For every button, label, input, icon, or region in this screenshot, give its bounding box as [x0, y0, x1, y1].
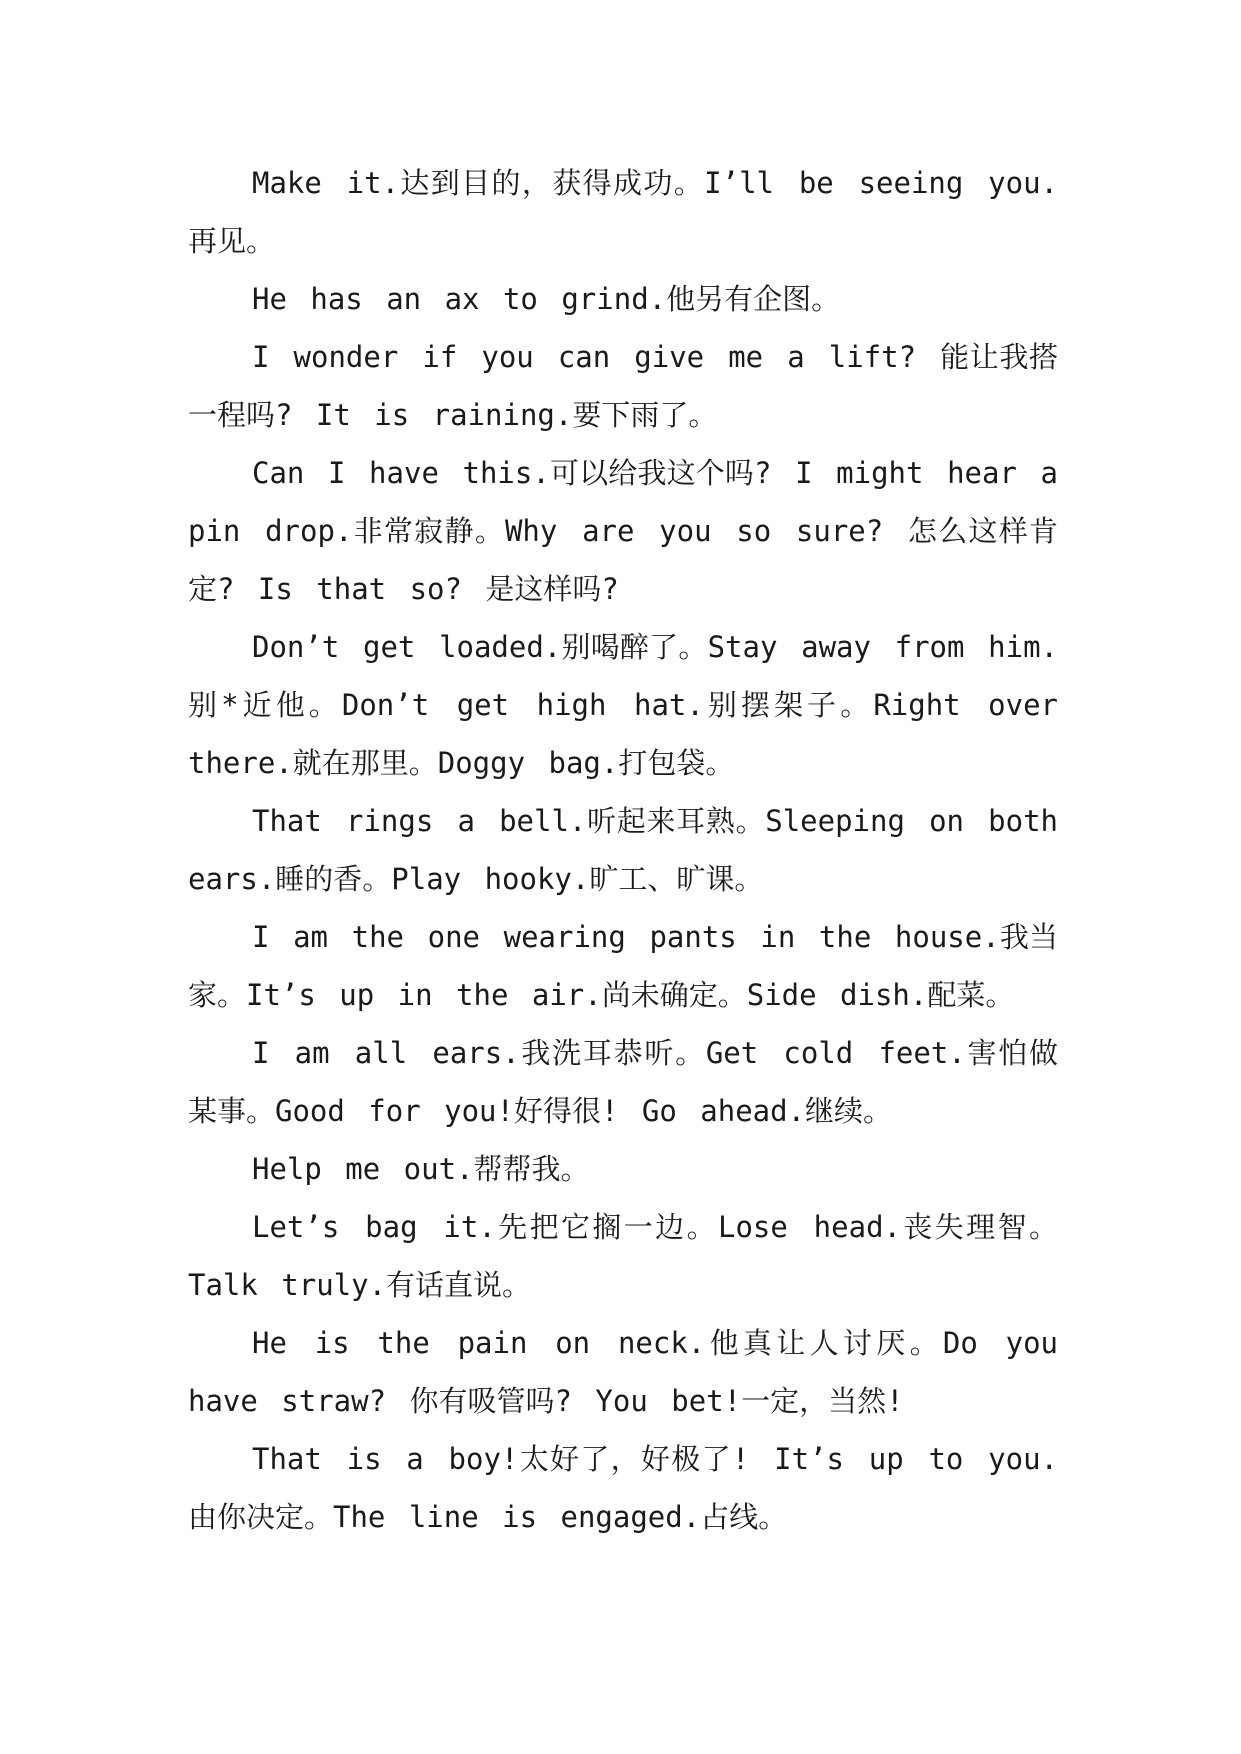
document-page	[188, 154, 1058, 1546]
paragraph: I am the one wearing pants in the house.我当家。It’s up in the air.尚未确定。Side dish.配菜。	[188, 920, 1058, 1012]
paragraph: Help me out.帮帮我。	[252, 1152, 590, 1186]
paragraph: He is the pain on neck.他真让人讨厌。Do you have straw? 你有吸管吗? You bet!一定，当然!	[188, 1326, 1058, 1418]
paragraph: Can I have this.可以给我这个吗? I might hear a pin drop.非常寂静。Why are you so sure? 怎么这样肯定? Is that so? 是这样吗?	[188, 456, 1058, 606]
paragraph: Make it.达到目的，获得成功。I’ll be seeing you.再见。	[188, 166, 1058, 258]
paragraph: That is a boy!太好了，好极了! It’s up to you.由你决定。The line is engaged.占线。	[188, 1442, 1058, 1534]
paragraph: I am all ears.我洗耳恭听。Get cold feet.害怕做某事。Good for you!好得很! Go ahead.继续。	[188, 1036, 1058, 1128]
paragraph: Let’s bag it.先把它搁一边。Lose head.丧失理智。Talk truly.有话直说。	[188, 1210, 1058, 1302]
paragraph: He has an ax to grind.他另有企图。	[252, 282, 841, 316]
paragraph: I wonder if you can give me a lift? 能让我搭一程吗? It is raining.要下雨了。	[188, 340, 1058, 432]
paragraph: That rings a bell.听起来耳熟。Sleeping on both ears.睡的香。Play hooky.旷工、旷课。	[188, 804, 1058, 896]
paragraph: Don’t get loaded.别喝醉了。Stay away from him.别*近他。Don’t get high hat.别摆架子。Right over there.就在那里。Doggy bag.打包袋。	[188, 630, 1058, 780]
